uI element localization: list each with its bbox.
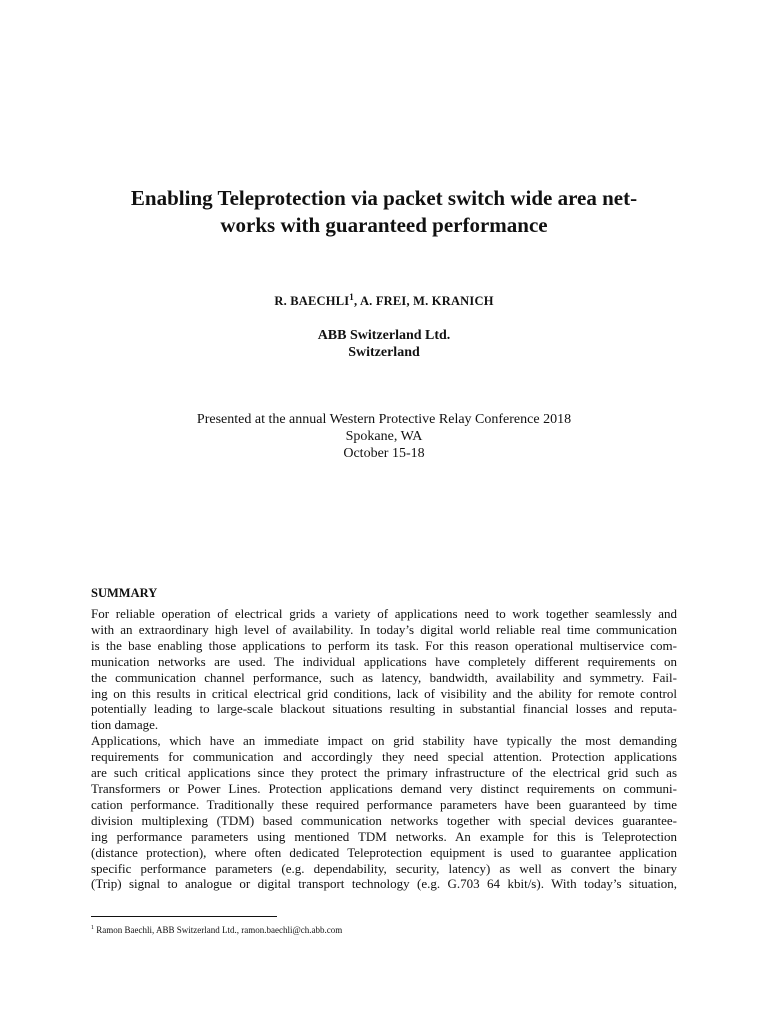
body-line: ing on this results in critical electrical grid conditions, lack of visibility and the ability for remote control — [91, 685, 677, 701]
paper-title — [60, 185, 708, 239]
body-line: cation performance. Traditionally these required performance parameters have been guaranteed by time — [91, 796, 677, 812]
author-footnote-mark: 1 — [349, 291, 354, 302]
footnote-divider — [91, 916, 277, 917]
author-first: R. BAECHLI — [274, 294, 350, 308]
body-line: are such critical applications since they protect the primary infrastructure of the electrical grid such as — [91, 765, 677, 781]
affiliation-country: Switzerland — [348, 345, 420, 360]
body-line: Transformers or Power Lines. Protection applications demand very distinct requirements on communi- — [91, 780, 677, 796]
body-line: Applications, which have an immediate impact on grid stability have typically the most demanding — [91, 733, 677, 749]
footnote-text: Ramon Baechli, ABB Switzerland Ltd., ramon.baechli@ch.abb.com — [94, 925, 343, 935]
body-line: (distance protection), where often dedicated Teleprotection equipment is used to guarantee application — [91, 844, 677, 860]
affiliation — [60, 327, 708, 361]
body-line: specific performance parameters (e.g. dependability, security, latency) as well as convert the binary — [91, 860, 677, 876]
paper-title-line-1: Enabling Teleprotection via packet switch wide area net- — [130, 186, 638, 210]
body-line: requirements for communication and accordingly they need special attention. Protection applications — [91, 749, 677, 765]
body-line: munication networks are used. The individual applications have completely different requirements on — [91, 653, 677, 669]
body-line: tion damage. — [91, 717, 159, 733]
body-line: potentially leading to large-scale blackout situations resulting in substantial financial losses and reputa- — [91, 701, 677, 717]
body-line: (Trip) signal to analogue or digital transport technology (e.g. G.703 64 kbit/s). With today’s situation, — [91, 876, 677, 892]
conference-name: Presented at the annual Western Protective Relay Conference 2018 — [196, 412, 572, 427]
footnote — [91, 925, 342, 935]
conference-dates: October 15-18 — [343, 446, 425, 461]
paper-title-line-2: works with guaranteed performance — [220, 213, 548, 237]
body-line: with an extraordinary high level of availability. In today’s digital world reliable real time communication — [91, 621, 677, 637]
body-line: ing performance parameters using mentioned TDM networks. An example for this is Teleprotection — [91, 828, 677, 844]
conference-info — [60, 411, 708, 462]
author-others: , A. FREI, M. KRANICH — [354, 294, 494, 308]
summary-body — [91, 606, 677, 892]
body-line: is the base enabling those applications to perform its task. For this reason operational multiservice com- — [91, 637, 677, 653]
body-line: division multiplexing (TDM) based communication networks together with special devices guarantee- — [91, 812, 677, 828]
summary-heading: SUMMARY — [91, 586, 158, 600]
affiliation-company: ABB Switzerland Ltd. — [317, 328, 451, 343]
body-line: For reliable operation of electrical grids a variety of applications need to work together seamlessly and — [91, 606, 677, 621]
author-list — [60, 291, 708, 309]
conference-location: Spokane, WA — [345, 429, 423, 444]
footnote-mark: 1 — [91, 925, 94, 931]
body-line: the communication channel performance, such as latency, bandwidth, availability and symmetry. Fail- — [91, 669, 677, 685]
